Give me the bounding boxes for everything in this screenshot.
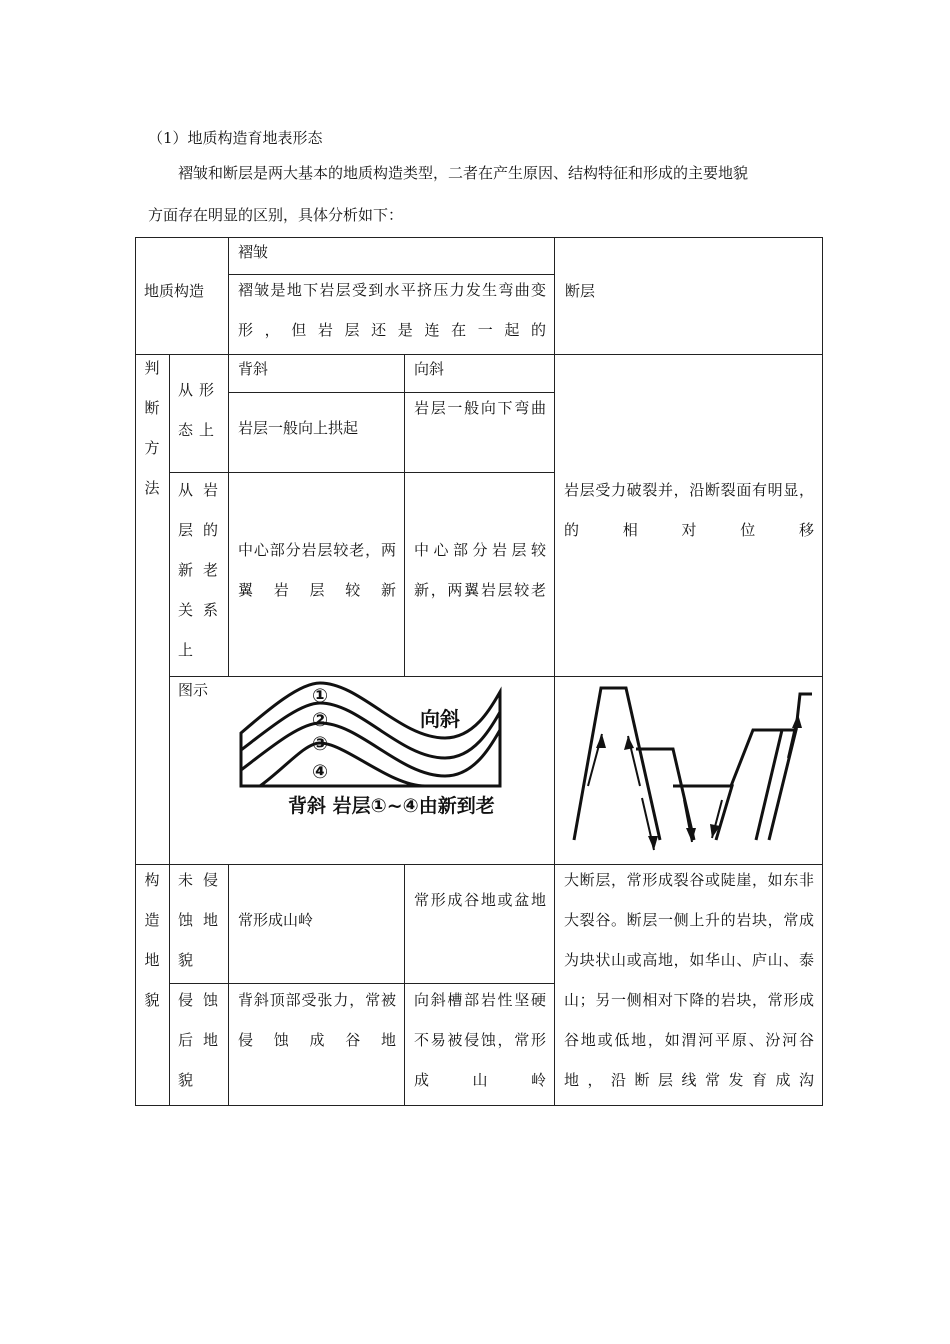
cell-fold-label: 褶皱 [238, 243, 269, 261]
cell-fault-label: 断层 [565, 282, 596, 300]
cell-judgment-method: 判断方法 [144, 359, 160, 497]
cell-syncline-uneroded: 常形成谷地或盆地 [414, 891, 546, 909]
cell-fault-landform: 大断层，常形成裂谷或陡崖，如东非大裂谷。断层一侧上升的岩块，常成为块状山或高地，如华山、庐山、泰山；另一侧相对下降的岩块，常形成谷地或低地，如渭河平原、汾河谷地，沿断层线常发育成沟 [564, 871, 814, 1089]
fold-diagram [230, 678, 550, 828]
cell-eroded-landform: 侵蚀后地貌 [178, 991, 218, 1089]
cell-syncline-form: 岩层一般向下弯曲 [414, 399, 546, 417]
section-heading: （1）地质构造育地表形态 [148, 129, 323, 147]
cell-by-rock-age: 从岩层的新老关系上 [178, 481, 218, 659]
cell-anticline-eroded: 背斜顶部受张力，常被侵蚀成谷地 [238, 991, 396, 1049]
syncline-diagram-label: 向斜 [420, 707, 460, 731]
cell-anticline-label: 背斜 [238, 360, 269, 378]
cell-syncline-label: 向斜 [414, 360, 445, 378]
cell-geologic-structure: 地质构造 [144, 282, 205, 300]
layer-3-label: ③ [311, 733, 329, 755]
layer-4-label: ④ [311, 761, 329, 783]
fold-diagram-caption: 背斜 岩层①~④由新到老 [288, 795, 495, 817]
cell-by-form: 从形态上 [178, 381, 214, 439]
cell-fold-definition: 褶皱是地下岩层受到水平挤压力发生弯曲变形，但岩层还是连在一起的 [238, 281, 546, 339]
intro-text-line-1: 褶皱和断层是两大基本的地质构造类型，二者在产生原因、结构特征和形成的主要地貌 [178, 164, 749, 182]
cell-anticline-uneroded: 常形成山岭 [238, 911, 314, 929]
cell-diagram-label: 图示 [178, 681, 209, 699]
intro-text-line-2: 方面存在明显的区别，具体分析如下： [148, 206, 404, 224]
cell-syncline-eroded: 向斜槽部岩性坚硬不易被侵蚀，常形成山岭 [414, 991, 546, 1089]
cell-syncline-age: 中心部分岩层较新，两翼岩层较老 [414, 541, 546, 599]
fault-diagram [556, 678, 820, 864]
layer-1-label: ① [311, 685, 329, 707]
cell-structural-landform: 构造地貌 [144, 871, 160, 1009]
cell-fault-description: 岩层受力破裂并，沿断裂面有明显，的相对位移 [564, 481, 814, 539]
cell-anticline-age: 中心部分岩层较老，两翼岩层较新 [238, 541, 396, 599]
cell-anticline-form: 岩层一般向上拱起 [238, 419, 359, 437]
cell-uneroded-landform: 未侵蚀地貌 [178, 871, 218, 969]
layer-2-label: ② [311, 709, 329, 731]
